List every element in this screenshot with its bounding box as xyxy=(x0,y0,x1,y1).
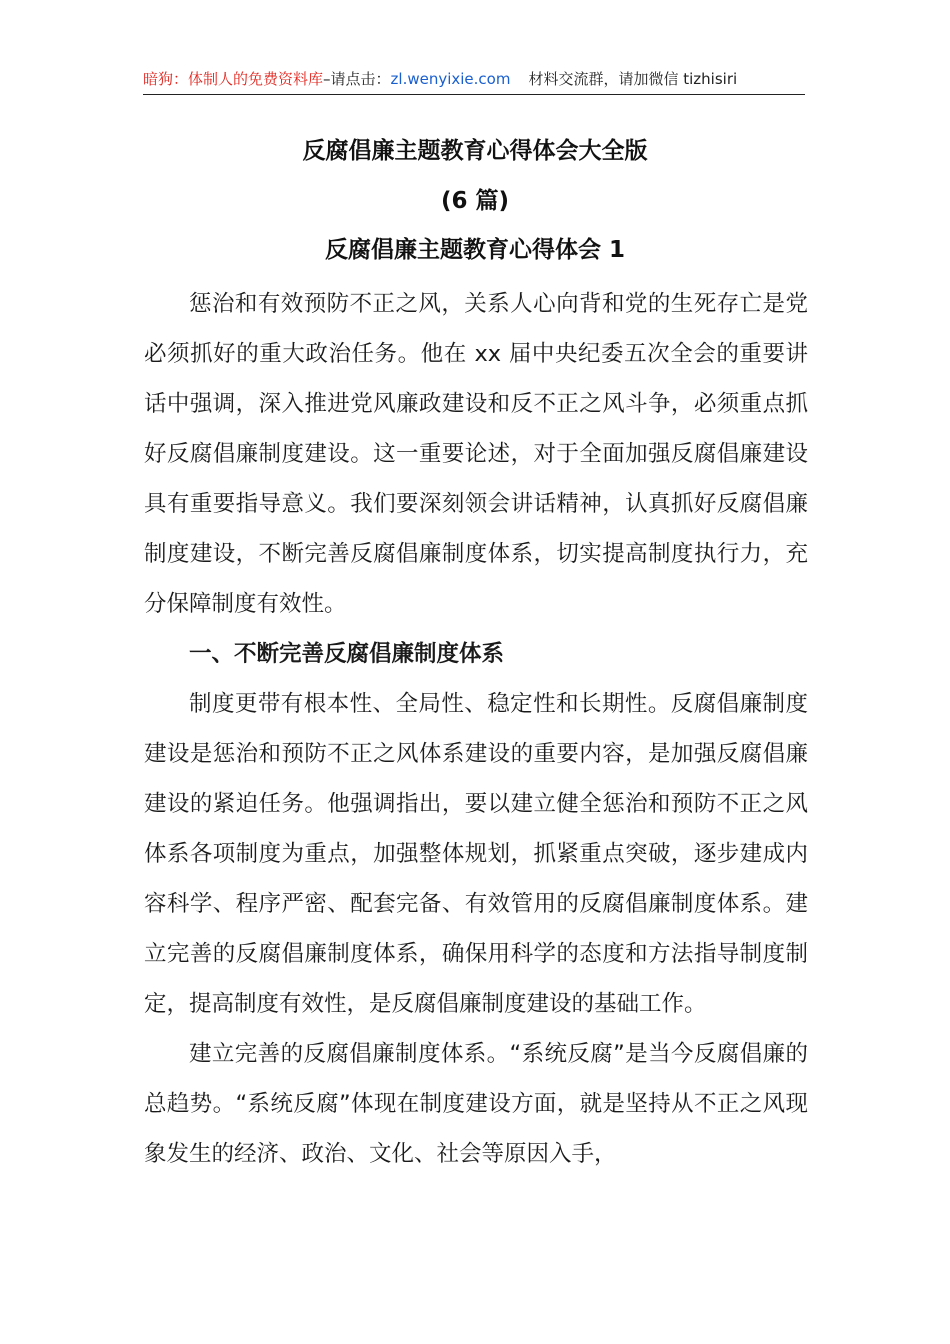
paragraph: 惩治和有效预防不正之风，关系人心向背和党的生死存亡是党必须抓好的重大政治任务。他在 xx 届中央纪委五次全会的重要讲话中强调，深入推进党风廉政建设和反不正之风斗争，必须重点抓好反腐倡廉制度建设。这一重要论述，对于全面加强反腐倡廉建设具有重要指导意义。我们要深刻领会讲话精神，认真抓好反腐倡廉制度建设，不断完善反腐倡廉制度体系，切实提高制度执行力，充分保障制度有效性。 xyxy=(144,291,808,617)
section-heading: 一、不断完善反腐倡廉制度体系 xyxy=(189,641,505,667)
page-header xyxy=(143,66,805,95)
header-brand: 暗狗：体制人的免费资料库 xyxy=(143,70,324,88)
paragraph: 制度更带有根本性、全局性、稳定性和长期性。反腐倡廉制度建设是惩治和预防不正之风体系建设的重要内容，是加强反腐倡廉建设的紧迫任务。他强调指出，要以建立健全惩治和预防不正之风体系各项制度为重点，加强整体规划，抓紧重点突破，逐步建成内容科学、程序严密、配套完备、有效管用的反腐倡廉制度体系。建立完善的反腐倡廉制度体系，确保用科学的态度和方法指导制度制定，提高制度有效性，是反腐倡廉制度建设的基础工作。 xyxy=(144,691,808,1017)
header-url-link[interactable]: zl.wenyixie.com xyxy=(390,70,511,88)
document-count: (6 篇) xyxy=(440,188,510,214)
section-subtitle: 反腐倡廉主题教育心得体会 1 xyxy=(324,237,625,263)
paragraph: 建立完善的反腐倡廉制度体系。“系统反腐”是当今反腐倡廉的总趋势。“系统反腐”体现在制度建设方面，就是坚持从不正之风现象发生的经济、政治、文化、社会等原因入手， xyxy=(144,1041,808,1167)
header-wechat: 材料交流群，请加微信 tizhisiri xyxy=(528,70,738,88)
header-cta: –请点击： xyxy=(323,70,391,88)
document-title: 反腐倡廉主题教育心得体会大全版 xyxy=(302,138,648,164)
document-body xyxy=(144,279,808,1179)
